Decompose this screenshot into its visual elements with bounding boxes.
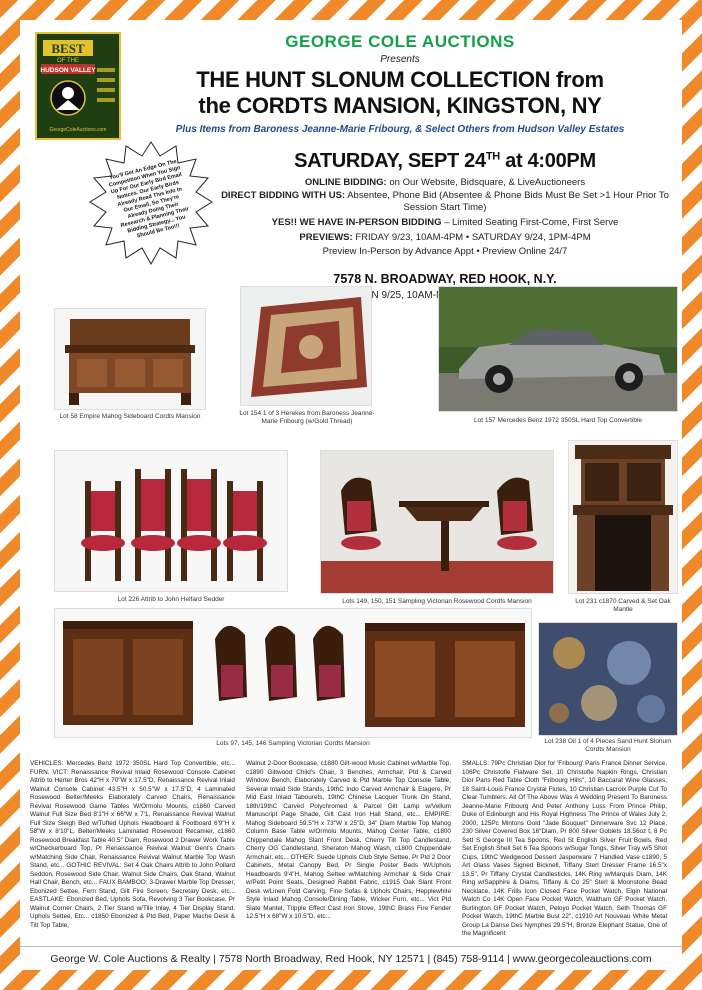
collection-title-line1: THE HUNT SLONUM COLLECTION from bbox=[196, 67, 604, 92]
direct-text: Absentee, Phone Bid (Absentee & Phone Bids Must Be Set >1 Hour Prior To Session Start Time) bbox=[347, 190, 669, 213]
photo-victorian-cordts bbox=[54, 608, 532, 738]
previews bbox=[220, 232, 670, 244]
caption-photo-7: Lots 97, 145, 146 Sampling Victorian Cordts Mansion bbox=[216, 740, 370, 747]
online-bidding bbox=[220, 177, 670, 189]
inperson-text: – Limited Seating First-Come, First Serve bbox=[444, 217, 619, 228]
flyer-content bbox=[20, 20, 682, 970]
text-column-1: VEHICLES: Mercedes Benz 1972 350SL Hard Top Convertible, etc... FURN. VICT: Renaissance Revival Inlaid Rosewood Console Cabinet Attrib to Herter Bros 42"H x 70"W x 17.5"D, Renaissance Revival Inlaid Walnut Console Cabinet 43.5"H x 50.5"W x 17.5"D, 4 Laminated Rosewood Belter/Meeks Elaborately Carved Chairs, Renaissance Revival Rosewood Game Tables W/Ormolu Mounts, c1860 Carved Walnut Full Size Bed 8'1"H x 66"W x 7'1, Renaissance Revival Walnut Full Size Sleigh Bed w/Tufted Uphols Headboard & Footboard 6'9"H x 58"W x 8'10"L, Belter/Meeks Laminated Rosewood Recamier, c1860 Rosewood Breakfast Table 40.5" Diam, Rosewood 2 Drawer Work Table w/Checkerboard Top, Pr Renaissance Revival Walnut Gent's Chairs w/Matching Side Chair, Renaissance Revival Walnut Marble Top Wash Stand, etc... GOTHIC REVIVAL: Set 4 Oak Chairs Attrib to John Pollard Seddon, Rosewood Side Chair, Walnut Side Chairs, Oak Stand, Walnut Hall Chair, Bench, etc... FAUX BAMBOO: 3-Drawer Marble Top Dresser, Ebonized Settee, Fern Stand, Gilt Fire Screen, Secretary Desk, etc... EASTLAKE: Ebonized Bed, Uphols Sofa, Revolving 3 Tier Bookcase, Pr Walnut Corner Chairs, 2 Tier Stand w/Tile Inlay, 4 Tier Display Stand, Uphols Settee, Etc... c1850 Ebonized & Ptd Bed, Paper Mache Desk & Tilt Top Table, bbox=[30, 760, 235, 929]
presents-label: Presents bbox=[380, 54, 420, 65]
photo-empire-sideboard bbox=[54, 308, 206, 410]
previews-label: PREVIEWS: bbox=[299, 232, 353, 243]
date-suffix: TH bbox=[485, 150, 500, 163]
logo-hudson: HUDSON VALLEY bbox=[40, 67, 96, 74]
date-main: SATURDAY, SEPT 24 bbox=[294, 150, 486, 172]
photo-hunt-slonum-oil bbox=[538, 622, 678, 736]
best-of-hudson-valley-logo bbox=[35, 32, 121, 140]
footer-contact: George W. Cole Auctions & Realty | 7578 North Broadway, Red Hook, NY 12571 | (845) 758-9114 | www.georgecoleauctions.com bbox=[20, 946, 682, 965]
online-text: on Our Website, Bidsquare, & LiveAuctioneers bbox=[389, 177, 586, 188]
auction-date bbox=[220, 150, 670, 173]
photo-oak-mantle bbox=[568, 440, 678, 594]
previews-text: FRIDAY 9/23, 10AM-4PM • SATURDAY 9/24, 1PM-4PM bbox=[355, 232, 591, 243]
photo-mercedes-benz bbox=[438, 286, 678, 412]
logo-ofthe: OF THE bbox=[57, 58, 79, 64]
text-column-2: Walnut 2-Door Bookcase, c1880 Gilt-wood Music Cabinet w/Marble Top, c1890 Giltwood Child's Chair, 3 Benches, Armchair, Ptd & Carved Window Bench, Elaborately Carved & Ptd Marble Top Console Table, Several Inlaid Side Stands, 19thC Indo Carved Armchair & Etagere, Pr Mid East Inlaid Tabourets, 19thC Chinese Lacquer Trunk On Stand, 18th/19thC Carved Polychromed & Parcel Gilt Lamp w/Vellum Manuscript Page Shade, Gilt Cast Iron Hall Stand, etc... EMPIRE: Mahog Sideboard 59.5"H x 73"W x 25"D, 34" Diam Marble Top Mahog Column Base Table w/Ormolu Mounts, Mahog Center Table, c1800 Chippendale Mahog Slant Front Desk, Cherry Tilt Top Candlestand, Cherry OG Candlestand, Sheraton Mahog Wash, c1800 Chippendale Armchair, etc... OTHER: Suede Uphols Club Style Settee, Pr Ptd 2 Door Cabinets, Metal Canopy Bed, Pr Single Poster Beds W/Uphols Headboards 9'4"H, Mahog Settee w/Matching Armchair & Side Chair w/Petit Point Seats, Designed Rabbit Fabric, c1915 Oak Slant Front Desk w/Linen Fold Carving, Fine Sofas & Uphols Chairs, Hepplewhite Style Inlaid Mahog Console/Dining Table, Wicker Furn, etc... Vict Ptd Slate Mantel, Tripple Effect Cast Iron Stove, 19thC Brass Fire Fender 12.5"H x 68"W x 10.5"D, etc... bbox=[246, 760, 451, 920]
photo-gothic-chairs bbox=[54, 450, 288, 592]
collection-subtitle: Plus Items from Baroness Jeanne-Marie Fribourg, & Select Others from Hudson Valley Estates bbox=[175, 124, 625, 135]
caption-photo-3: Lot 157 Mercedes Benz 1972 350SL Hard Top Convertible bbox=[473, 417, 643, 424]
logo-best: BEST bbox=[51, 41, 85, 56]
inperson-bidding bbox=[220, 217, 670, 229]
caption-photo-2: Lot 154 1 of 3 Herekes from Baroness Jeanne-Marie Fribourg (w/Gold Thread) bbox=[239, 410, 375, 425]
direct-bidding bbox=[220, 190, 670, 214]
caption-photo-4: Lot 226 Attrib to John Helfard Sedder bbox=[117, 596, 225, 603]
photo-hereke-rug bbox=[240, 286, 372, 406]
text-column-3: SMALLS: 79Pc Christian Dior for 'Fribourg' Paris France Dinner Service, 106Pc Christofle Flatware Set, 10 Christofle Napkin Rings, Christian Dior Paris Red Table Cloth "Fribourg Hills", 10 Baccarat Wine Glasses, 18 Saint-Louis France Crystal Flutes, 10 Christian Lacroix Purple Cut To Clear Tumblers. All Of The Above Was A Wedding Present To Baroness Jeanne-Marie Fribourg And Peter Anthony Luss From Prince Philip, Duke of Edinburgh and His Royal Highness The Prince of Wales July 2, 2000, 125Pc Mintons Gold "Jade Bouquet" Dinnerware Svc 12 Place, 230 Silver Covered Box 16"Diam, Pr 800 Silver Goblets 18.56oz t, 8 Pc Sett S George III Tea Spoons, Red St English Silver Fruit Bowls, Red Set English Shell Set 6 Tea Spoons w/Sugar Tongs, Silver Tray w/5 Shot Cups, 19thC Wedgwood Dessert Jasperware 7 Handled Vase c1890, 5 Art Glass Vases Signed Bicknell, Tiffany Sterl Dresser Frame 16.5"x 13.5", Pr Tiffany Crystal Candlesticks, 14K Ring w/Marquis Diam, 14K Ring w/Sapphire & Diams, Tiffany & Co 25" Sterl & Moonstone Bead Necklace, 14K Frills Icon Closed Face Pocket Watch, Elgin National Watch Co 14K Open Face Pocket Watch, Waltham GF Pocket Watch, Burlington GF Pocket Watch, Peloyo Pocket Watch, Seth Thomas GF Pocket Watch, 19thC Marble Bust 22", c1910 Art Nouveau White Metal Group La Danse Des Nymphes 29.5"H, Bronze Elephant Statue, One of the Magnificent bbox=[462, 760, 667, 937]
online-label: ONLINE BIDDING: bbox=[304, 177, 387, 188]
photo-victorian-rosewood bbox=[320, 450, 554, 594]
caption-photo-5: Lots 149, 150, 151 Sampling Victorian Rosewood Cordts Mansion bbox=[342, 598, 532, 605]
caption-photo-1: Lot 58 Empire Mahog Sideboard Cordts Mansion bbox=[59, 413, 201, 420]
inperson-label: YES!! WE HAVE IN-PERSON BIDDING bbox=[271, 217, 442, 228]
date-time: at 4:00PM bbox=[499, 150, 596, 172]
collection-title-line2: the CORDTS MANSION, KINGSTON, NY bbox=[198, 93, 602, 118]
caption-photo-6: Lot 231 c1870 Carved & Set Oak Mantle bbox=[575, 598, 671, 613]
pickup-text: 9/25, 10AM-NOON bbox=[381, 290, 467, 301]
logo-website: GeorgeColeAuctions.com bbox=[49, 127, 107, 133]
starburst-text: You'll Get An Edge On The Competition When You Sign Up For Our Early Bird Email Notices. Our Early Birds Already Read This Info In Our Email, So They're Already Doing Their Research & Planning Their Bidding Strategy... You Should Be Too!!! bbox=[108, 158, 190, 240]
preview-note: Preview In-Person by Advance Appt • Preview Online 24/7 bbox=[322, 246, 568, 257]
direct-label: DIRECT BIDDING WITH US: bbox=[221, 190, 346, 201]
company-name: GEORGE COLE AUCTIONS bbox=[285, 32, 515, 51]
auction-address: 7578 N. BROADWAY, RED HOOK, N.Y. bbox=[333, 272, 557, 286]
caption-photo-8: Lot 238 Oil 1 of 4 Pieces Sand Hunt Slonum Cordts Mansion bbox=[544, 738, 672, 753]
